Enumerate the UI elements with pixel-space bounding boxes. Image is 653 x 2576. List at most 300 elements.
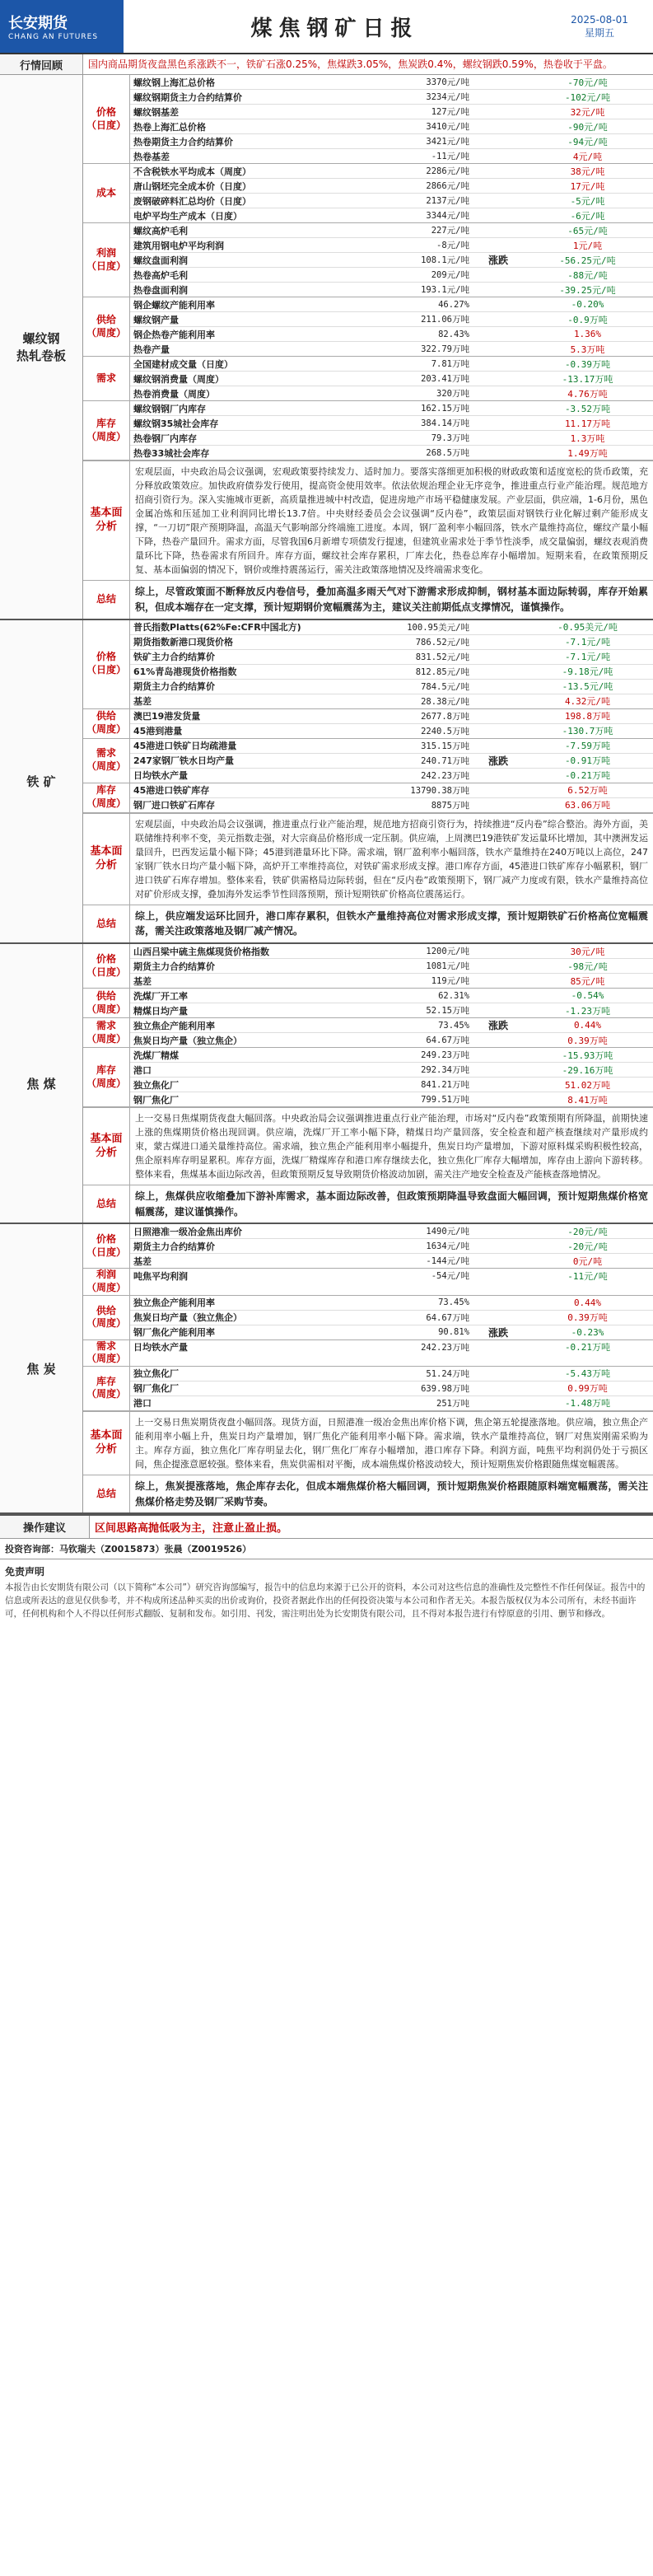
company-logo <box>0 0 124 53</box>
summary-block <box>83 1185 653 1223</box>
metric-name: 独立焦化厂 <box>133 1368 179 1380</box>
metric-name: 焦炭日均产量（独立焦企） <box>133 1035 242 1046</box>
metric-value: 90.81% <box>438 1327 469 1338</box>
metric-value: 28.38元/吨 <box>421 696 469 707</box>
metric-group-label: 价格 （日度） <box>83 75 130 163</box>
metric-change: -15.93万吨 <box>562 1050 613 1061</box>
metric-row <box>130 1092 653 1106</box>
metric-name: 61%青岛港现货价格指数 <box>133 666 237 678</box>
metric-value: 7.81万吨 <box>431 359 469 369</box>
metric-rows <box>130 401 653 460</box>
metric-row <box>130 769 653 783</box>
metric-value: 384.14万吨 <box>421 418 469 428</box>
section-body <box>83 1224 653 1512</box>
metric-change: 0.99万吨 <box>567 1383 608 1395</box>
metric-row <box>130 1033 653 1047</box>
trend-label: 涨跌 <box>487 755 508 767</box>
metric-rows <box>130 297 653 356</box>
metric-value: 240.71万吨 <box>421 755 469 766</box>
metric-name: 日均铁水产量 <box>133 770 188 782</box>
metric-row <box>130 974 653 988</box>
metric-value: 119元/吨 <box>431 976 469 987</box>
section-body <box>83 620 653 942</box>
section-body <box>83 944 653 1223</box>
metric-row <box>130 327 653 342</box>
metric-name: 焦炭日均产量（独立焦企） <box>133 1312 242 1324</box>
market-review-text: 国内商品期货夜盘黑色系涨跌不一，铁矿石涨0.25%，焦煤跌3.05%，焦炭跌0.4%，螺纹钢跌0.59%，热卷收于平盘。 <box>88 58 613 70</box>
metric-group-label: 价格 （日度） <box>83 1224 130 1268</box>
logo-text-en: CHANG AN FUTURES <box>8 33 99 41</box>
metric-name: 港口 <box>133 1398 152 1410</box>
metric-name: 螺纹钢钢厂内库存 <box>133 403 206 414</box>
metric-row <box>130 194 653 208</box>
metric-name: 期货指数新港口现货价格 <box>133 637 233 648</box>
metric-name: 热卷高炉毛利 <box>133 269 188 281</box>
metric-group <box>83 1367 653 1411</box>
metric-value: 2240.5万吨 <box>421 726 469 736</box>
metric-value: 211.06万吨 <box>421 315 469 325</box>
metric-change: 0.39万吨 <box>567 1312 608 1324</box>
section-block <box>0 75 653 620</box>
metric-value: 3370元/吨 <box>426 77 469 87</box>
metric-rows <box>130 1340 653 1366</box>
metric-change: -3.52万吨 <box>564 403 611 414</box>
metric-change: 8.41万吨 <box>567 1094 608 1106</box>
analysis-text: 宏观层面，中央政治局会议强调，宏观政策要持续发力、适时加力。要落实落细更加积极的财政政策和适度宽松的货币政策，充分释放政策效应。加快政府债券发行使用，提高资金使用效率。依法依规治理企业无序竞争，推进重点行业产能治理。规范地方招商引资行为。深入实施城市更新，高质量推进城中村改造，促进房地产市场平稳健康发展。产业层面，供应端，1-6月份，黑色金属冶炼和压延加工业利润同比增长13.7倍。中央财经委员会会议强调“反内卷”，政策层面对钢铁行业化解过剩产能形成支撑，“一刀切”限产预期降温，高温天气影响部分终端施工进度。本周，钢厂盈利率小幅回落，铁水产量维持高位，螺纹产量小幅下降，热卷产量回升。需求方面，尽管我国6月新增专项债发行提速，但建筑业需求处于季节性淡季，成交量偏弱，螺纹表观消费量环比下降，热卷需求有所回升。库存方面，螺纹社会库存累积，厂库去化，热卷总库存小幅增加。短期来看，在政策预期反复、基本面偏弱的情况下，钢价或维持震荡运行，需关注政策落地情况及终端需求变化。 <box>135 466 648 576</box>
report-header <box>0 0 653 54</box>
metric-change: -9.18元/吨 <box>562 666 613 678</box>
metric-change: 51.02万吨 <box>564 1079 611 1091</box>
metric-change: -56.25元/吨 <box>559 255 616 266</box>
metric-rows <box>130 223 653 297</box>
section-label: 铁 矿 <box>0 620 83 942</box>
metric-row <box>130 709 653 724</box>
metric-change: 4.32元/吨 <box>564 696 611 708</box>
metric-rows <box>130 989 653 1017</box>
metric-name: 钢厂焦化产能利用率 <box>133 1327 215 1339</box>
metric-row <box>130 1269 653 1283</box>
metric-row <box>130 283 653 297</box>
section-block <box>0 620 653 944</box>
metric-rows <box>130 620 653 708</box>
investment-consulting: 投资咨询部：马钦瑞夫（Z0015873）张晨（Z0019526） <box>0 1539 653 1559</box>
metric-value: 108.1元/吨 <box>421 255 469 265</box>
metric-row <box>130 1063 653 1078</box>
metric-name: 精煤日均产量 <box>133 1005 188 1017</box>
metric-row <box>130 1382 653 1396</box>
metric-group-label: 利润 （周度） <box>83 1269 130 1294</box>
metric-name: 电炉平均生产成本（日度） <box>133 210 242 222</box>
metric-name: 热卷盘面利润 <box>133 284 188 296</box>
summary-text: 综上，焦炭提涨落地，焦企库存去化，但成本端焦煤价格大幅回调，预计短期焦炭价格跟随原料端宽幅震荡，需关注焦煤价格走势及钢厂采购节奏。 <box>135 1480 648 1508</box>
metric-name: 热卷33城社会库存 <box>133 447 210 459</box>
metric-name: 热卷基差 <box>133 151 170 162</box>
metric-change: -7.59万吨 <box>564 741 611 752</box>
metric-row <box>130 1396 653 1410</box>
metric-change: 1.49万吨 <box>567 447 608 459</box>
metric-name: 期货主力合约结算价 <box>133 1241 215 1252</box>
metric-row <box>130 620 653 635</box>
metric-change: 1元/吨 <box>572 240 603 251</box>
metric-name: 日照港准一级冶金焦出库价 <box>133 1226 242 1237</box>
metric-row <box>130 149 653 163</box>
metric-value: 242.23万吨 <box>421 1342 469 1353</box>
metric-rows <box>130 357 653 400</box>
metric-change: -70元/吨 <box>567 77 608 88</box>
metric-value: 322.79万吨 <box>421 344 469 354</box>
metric-change: 0.44% <box>573 1020 602 1031</box>
trend-label: 涨跌 <box>487 1020 508 1032</box>
metric-value: 100.95美元/吨 <box>407 622 469 633</box>
metric-name: 澳巴19港发货量 <box>133 711 201 722</box>
metric-group <box>83 739 653 783</box>
metric-change: -88元/吨 <box>567 269 608 281</box>
fundamental-analysis <box>83 813 653 905</box>
metric-change: -20元/吨 <box>567 1241 608 1252</box>
metric-change: -0.20% <box>571 299 604 310</box>
report-title: 煤焦钢矿日报 <box>250 16 419 41</box>
metric-group <box>83 1224 653 1269</box>
metric-name: 45港进口铁矿日均疏港量 <box>133 741 237 752</box>
metric-name: 不含税铁水平均成本（周度） <box>133 166 251 177</box>
metric-name: 独立焦化厂 <box>133 1079 179 1091</box>
summary-label: 总结 <box>83 905 130 942</box>
analysis-label: 基本面 分析 <box>83 461 130 580</box>
metric-change: -7.1元/吨 <box>564 637 611 648</box>
metric-name: 废钢破碎料汇总均价（日度） <box>133 195 251 207</box>
metric-name: 唐山钢坯完全成本价（日度） <box>133 180 251 192</box>
metric-value: 73.45% <box>438 1020 469 1031</box>
metric-name: 螺纹盘面利润 <box>133 255 188 266</box>
metric-name: 建筑用钢电炉平均利润 <box>133 240 224 251</box>
metric-row <box>130 401 653 416</box>
analysis-text: 上一交易日焦炭期货夜盘小幅回落。现货方面，日照港准一级冶金焦出库价格下调，焦企第五轮提涨落地。供应端，独立焦企产能利用率小幅上升，焦炭日均产量增加，钢厂焦化产能利用率小幅下降。需求端，铁水产量维持高位，钢厂对焦炭刚需采购为主。库存方面，独立焦化厂库存明显去化，钢厂焦化厂库存小幅增加，港口库存下降。利润方面，吨焦平均利润仍处于亏损区间，焦企提涨意愿较强。整体来看，焦炭供需相对平衡，成本端焦煤价格波动较大，预计短期焦炭价格跟随焦煤宽幅震荡。 <box>135 1416 648 1470</box>
metric-value: 2286元/吨 <box>426 166 469 176</box>
strategy-text: 区间思路高抛低吸为主，注意止盈止损。 <box>95 1522 288 1536</box>
metric-rows <box>130 1367 653 1410</box>
metric-change: 38元/吨 <box>570 166 605 177</box>
metric-change: 30元/吨 <box>570 946 605 957</box>
metric-row <box>130 357 653 372</box>
metric-value: 227元/吨 <box>431 226 469 236</box>
metric-change: 0.44% <box>573 1297 602 1308</box>
metric-value: 62.31% <box>438 990 469 1001</box>
metric-change: -0.21万吨 <box>564 1342 611 1353</box>
metric-change: -0.91万吨 <box>564 755 611 767</box>
metric-value: 46.27% <box>438 299 469 310</box>
summary-text: 综上，尽管政策面不断释放反内卷信号，叠加高温多雨天气对下游需求形成抑制，钢材基本面边际转弱，库存开始累积，但成本端存在一定支撑，预计短期钢价宽幅震荡为主，建议关注前期低点支撑情况，谨慎操作。 <box>135 586 648 613</box>
metric-change: -65元/吨 <box>567 225 608 236</box>
metric-group-label: 价格 （日度） <box>83 620 130 708</box>
metric-rows <box>130 944 653 988</box>
metric-change: -90元/吨 <box>567 121 608 133</box>
metric-name: 钢厂焦化厂 <box>133 1383 179 1395</box>
metric-group <box>83 783 653 813</box>
metric-name: 钢企热卷产能利用率 <box>133 329 215 340</box>
metric-row <box>130 238 653 253</box>
metric-group-label: 需求 <box>83 357 130 400</box>
metric-row <box>130 105 653 119</box>
metric-name: 基差 <box>133 1255 152 1267</box>
metric-row <box>130 223 653 238</box>
metric-value: 51.24万吨 <box>426 1368 469 1379</box>
metric-name: 热卷期货主力合约结算价 <box>133 136 233 147</box>
section-body <box>83 75 653 619</box>
metric-group-label: 需求 （周度） <box>83 1340 130 1366</box>
market-review-row <box>0 54 653 75</box>
metric-name: 洗煤厂精煤 <box>133 1050 179 1061</box>
metric-row <box>130 1296 653 1311</box>
metric-change: -0.21万吨 <box>564 770 611 782</box>
summary-text: 综上，供应端发运环比回升，港口库存累积，但铁水产量维持高位对需求形成支撑，预计短期铁矿石价格高位宽幅震荡，需关注政策落地及钢厂减产情况。 <box>135 909 648 937</box>
disclaimer-title: 免责声明 <box>5 1566 45 1578</box>
summary-text: 综上，焦煤供应收缩叠加下游补库需求，基本面边际改善，但政策预期降温导致盘面大幅回调，预计短期焦煤价格宽幅震荡，建议谨慎操作。 <box>135 1190 648 1218</box>
metric-value: 786.52元/吨 <box>415 637 469 648</box>
metric-rows <box>130 1269 653 1294</box>
report-date-block <box>546 0 653 53</box>
metric-value: 82.43% <box>438 329 469 339</box>
metric-row <box>130 431 653 446</box>
metric-group-label: 库存 （周度） <box>83 1367 130 1410</box>
metric-value: -8元/吨 <box>436 241 469 250</box>
metric-value: 320万吨 <box>436 389 469 399</box>
analysis-text: 上一交易日焦煤期货夜盘大幅回落。中央政治局会议强调推进重点行业产能治理，市场对“反内卷”政策预期有所降温，前期快速上涨的焦煤期货价格出现回调。供应端，洗煤厂开工率小幅下降，精煤日均产量回落，安全检查和超产核查继续对产量形成约束，蒙古煤进口通关量维持高位。需求端，独立焦企产能利用率小幅提升，焦炭日均产量增加，下游对原料煤采购积极性较高，焦企原料库存明显累积。库存方面，洗煤厂精煤库存和港口库存继续去化，独立焦化厂库存大幅增加，库存由上游向下游转移。整体来看，焦煤基本面边际改善，但政策预期反复导致期货价格波动加剧，需关注产地安全检查及产能核查落地情况。 <box>135 1113 648 1180</box>
metric-name: 基差 <box>133 975 152 987</box>
metric-change: -0.9万吨 <box>567 314 608 325</box>
metric-value: 1081元/吨 <box>426 961 469 972</box>
metric-change: 1.36% <box>573 329 602 339</box>
metric-value: 292.34万吨 <box>421 1065 469 1076</box>
metric-name: 钢企螺纹产能利用率 <box>133 299 215 311</box>
metric-group <box>83 1340 653 1367</box>
metric-name: 螺纹钢35城社会库存 <box>133 418 219 429</box>
metric-value: 2677.8万吨 <box>421 711 469 722</box>
disclaimer-text: 本报告由长安期货有限公司（以下简称“本公司”）研究咨询部编写，报告中的信息均来源于已公开的资料，本公司对这些信息的准确性及完整性不作任何保证。报告中的信息或所表达的意见仅供参考，并不构成所述品种买卖的出价或询价，投资者据此作出的任何投资决策与本公司和作者无关。本报告版权仅为本公司所有，未经书面许可，任何机构和个人不得以任何形式翻版、复制和发布。如引用、刊发，需注明出处为长安期货有限公司，且不得对本报告进行有悖原意的引用、删节和修改。 <box>5 1583 646 1619</box>
metric-group <box>83 164 653 223</box>
metric-name: 45港到港量 <box>133 726 183 737</box>
section-block <box>0 1224 653 1514</box>
metric-change: -11元/吨 <box>567 1270 608 1282</box>
trend-label: 涨跌 <box>487 255 508 266</box>
metric-row <box>130 90 653 105</box>
metric-name: 螺纹钢期货主力合约结算价 <box>133 91 242 103</box>
metric-row <box>130 297 653 312</box>
metric-name: 普氏指数Platts(62%Fe:CFR中国北方) <box>133 622 301 633</box>
metric-change: -13.17万吨 <box>562 373 613 385</box>
metric-name: 热卷上海汇总价格 <box>133 121 206 133</box>
metric-group <box>83 1018 653 1048</box>
metric-change: -130.7万吨 <box>562 726 613 737</box>
metric-value: 841.21万吨 <box>421 1080 469 1091</box>
metric-change: -0.23% <box>571 1326 604 1338</box>
metric-value: 162.15万吨 <box>421 404 469 414</box>
metric-group-label: 需求 （周度） <box>83 739 130 783</box>
metric-value: 1490元/吨 <box>426 1227 469 1237</box>
metric-row <box>130 944 653 959</box>
metric-row <box>130 119 653 134</box>
metric-row <box>130 372 653 386</box>
metric-change: 5.3万吨 <box>570 344 605 355</box>
metric-row <box>130 724 653 738</box>
metric-group <box>83 401 653 461</box>
metric-row <box>130 680 653 694</box>
metric-group <box>83 944 653 989</box>
report-footer <box>0 1514 653 1622</box>
metric-value: 249.23万吨 <box>421 1050 469 1061</box>
metric-change: -5元/吨 <box>570 195 605 207</box>
report-weekday: 星期五 <box>584 26 614 39</box>
metric-row <box>130 1325 653 1339</box>
metric-value: 3421元/吨 <box>426 137 469 147</box>
metric-change: 6.52万吨 <box>567 785 608 797</box>
summary-block <box>83 905 653 942</box>
metric-value: -11元/吨 <box>431 152 469 161</box>
metric-name: 螺纹高炉毛利 <box>133 225 188 236</box>
metric-change: -98元/吨 <box>567 961 608 972</box>
metric-row <box>130 75 653 90</box>
metric-change: -0.95美元/吨 <box>557 622 618 633</box>
metric-name: 独立焦企产能利用率 <box>133 1020 215 1031</box>
metric-value: 3410元/吨 <box>426 122 469 132</box>
summary-block <box>83 1475 653 1512</box>
fundamental-analysis <box>83 461 653 580</box>
trend-label: 涨跌 <box>487 1326 508 1339</box>
metric-name: 螺纹钢产量 <box>133 314 179 325</box>
report-date: 2025-08-01 <box>571 13 628 26</box>
metric-value: 784.5元/吨 <box>421 681 469 692</box>
market-review-label: 行情回顾 <box>0 54 83 74</box>
metric-name: 247家钢厂铁水日均产量 <box>133 755 234 767</box>
metric-rows <box>130 164 653 222</box>
metric-name: 全国建材成交量（日度） <box>133 358 233 370</box>
summary-label: 总结 <box>83 1475 130 1512</box>
metric-group <box>83 1048 653 1107</box>
metric-change: 63.06万吨 <box>564 800 611 811</box>
metric-value: 64.67万吨 <box>426 1036 469 1046</box>
metric-value: 52.15万吨 <box>426 1006 469 1017</box>
metric-value: 127元/吨 <box>431 107 469 117</box>
metric-group-label: 供给 （周度） <box>83 989 130 1017</box>
metric-change: -39.25元/吨 <box>559 284 616 296</box>
metric-value: 639.98万吨 <box>421 1383 469 1394</box>
metric-row <box>130 164 653 179</box>
metric-row <box>130 1224 653 1239</box>
metric-row <box>130 1018 653 1033</box>
metric-value: 268.5万吨 <box>426 448 469 458</box>
analysis-label: 基本面 分析 <box>83 1108 130 1185</box>
metric-group-label: 需求 （周度） <box>83 1018 130 1047</box>
metric-value: 2866元/吨 <box>426 181 469 191</box>
metric-name: 45港进口铁矿库存 <box>133 785 210 797</box>
metric-value: 242.23万吨 <box>421 770 469 781</box>
metric-value: 1200元/吨 <box>426 947 469 957</box>
metric-name: 螺纹钢上海汇总价格 <box>133 77 215 88</box>
metric-name: 螺纹钢消费量（周度） <box>133 373 224 385</box>
metric-change: 198.8万吨 <box>564 711 611 722</box>
metric-name: 热卷消费量（周度） <box>133 388 215 400</box>
fundamental-analysis <box>83 1411 653 1475</box>
metric-group-label: 供给 （周度） <box>83 1296 130 1339</box>
metric-name: 港口 <box>133 1064 152 1076</box>
metric-change: 11.17万吨 <box>564 418 611 429</box>
metric-change: -102元/吨 <box>564 91 611 103</box>
analysis-label: 基本面 分析 <box>83 814 130 905</box>
metric-row <box>130 798 653 812</box>
metric-group <box>83 223 653 297</box>
metric-row <box>130 342 653 356</box>
metric-value: 8875万吨 <box>431 800 469 811</box>
metric-group <box>83 1269 653 1295</box>
summary-block <box>83 580 653 618</box>
analysis-text: 宏观层面，中央政治局会议强调，推进重点行业产能治理，规范地方招商引资行为，持续推进“反内卷”综合整治。海外方面，美联储维持利率不变，美元指数走强，对大宗商品价格形成一定压制。供应端，上周澳巴19港铁矿发运量环比增加，其中澳洲发运量回升，巴西发运量小幅下降；45港到港量环比下降。需求端，钢厂盈利率小幅回落，铁水产量维持在240万吨以上高位，247家钢厂铁水日均产量小幅下降，高炉开工率维持高位，对铁矿需求形成支撑。港口库存方面，45港进口铁矿库存小幅累积，钢厂进口铁矿石库存增加。整体来看，铁矿供需格局边际转弱，但在“反内卷”政策预期下，钢厂减产力度或有限，铁水产量维持高位对矿价形成支撑，叠加海外发运季节性回落预期，预计短期铁矿价格高位震荡运行。 <box>135 818 648 900</box>
metric-row <box>130 989 653 1003</box>
metric-change: -6元/吨 <box>570 210 605 222</box>
metric-row <box>130 1367 653 1382</box>
metric-row <box>130 650 653 665</box>
metric-change: -29.16万吨 <box>562 1064 613 1076</box>
metric-change: 0.39万吨 <box>567 1035 608 1046</box>
metric-group <box>83 297 653 357</box>
metric-change: -13.5元/吨 <box>562 681 613 693</box>
metric-row <box>130 1311 653 1325</box>
metric-row <box>130 783 653 798</box>
metric-rows <box>130 739 653 783</box>
metric-group-label: 库存 （周度） <box>83 1048 130 1106</box>
metric-row <box>130 754 653 769</box>
metric-value: 315.15万吨 <box>421 741 469 751</box>
metric-change: 4元/吨 <box>572 151 603 162</box>
metric-name: 热卷钢厂内库存 <box>133 432 197 444</box>
metric-value: 812.85元/吨 <box>415 666 469 677</box>
metric-name: 钢厂进口铁矿石库存 <box>133 800 215 811</box>
metric-row <box>130 739 653 754</box>
metric-group-label: 利润 （日度） <box>83 223 130 297</box>
metric-group-label: 供给 （周度） <box>83 709 130 738</box>
metric-name: 钢厂焦化厂 <box>133 1094 179 1106</box>
metric-group-label: 库存 （周度） <box>83 783 130 812</box>
metric-change: -0.39万吨 <box>564 358 611 370</box>
metric-name: 基差 <box>133 696 152 708</box>
metric-change: -0.54% <box>571 990 604 1002</box>
metric-name: 日均铁水产量 <box>133 1342 188 1353</box>
metric-row <box>130 635 653 650</box>
metric-group <box>83 620 653 709</box>
metric-value: -54元/吨 <box>431 1271 469 1282</box>
metric-row <box>130 1340 653 1354</box>
metric-change: 17元/吨 <box>570 180 605 192</box>
metric-row <box>130 1239 653 1254</box>
metric-rows <box>130 1018 653 1047</box>
metric-group <box>83 989 653 1018</box>
metric-rows <box>130 75 653 163</box>
sections-container <box>0 75 653 1514</box>
metric-name: 吨焦平均利润 <box>133 1270 188 1282</box>
metric-group-label: 库存 （周度） <box>83 401 130 460</box>
metric-name: 期货主力合约结算价 <box>133 961 215 972</box>
metric-row <box>130 446 653 460</box>
metric-name: 山西吕梁中硫主焦煤现货价格指数 <box>133 946 269 957</box>
summary-label: 总结 <box>83 581 130 618</box>
metric-change: 4.76万吨 <box>567 388 608 400</box>
metric-row <box>130 665 653 680</box>
metric-row <box>130 179 653 194</box>
section-label: 焦 炭 <box>0 1224 83 1512</box>
metric-row <box>130 1003 653 1017</box>
metric-row <box>130 1254 653 1268</box>
metric-name: 洗煤厂开工率 <box>133 990 188 1002</box>
metric-value: 73.45% <box>438 1297 469 1308</box>
metric-change: 1.3万吨 <box>570 432 605 444</box>
